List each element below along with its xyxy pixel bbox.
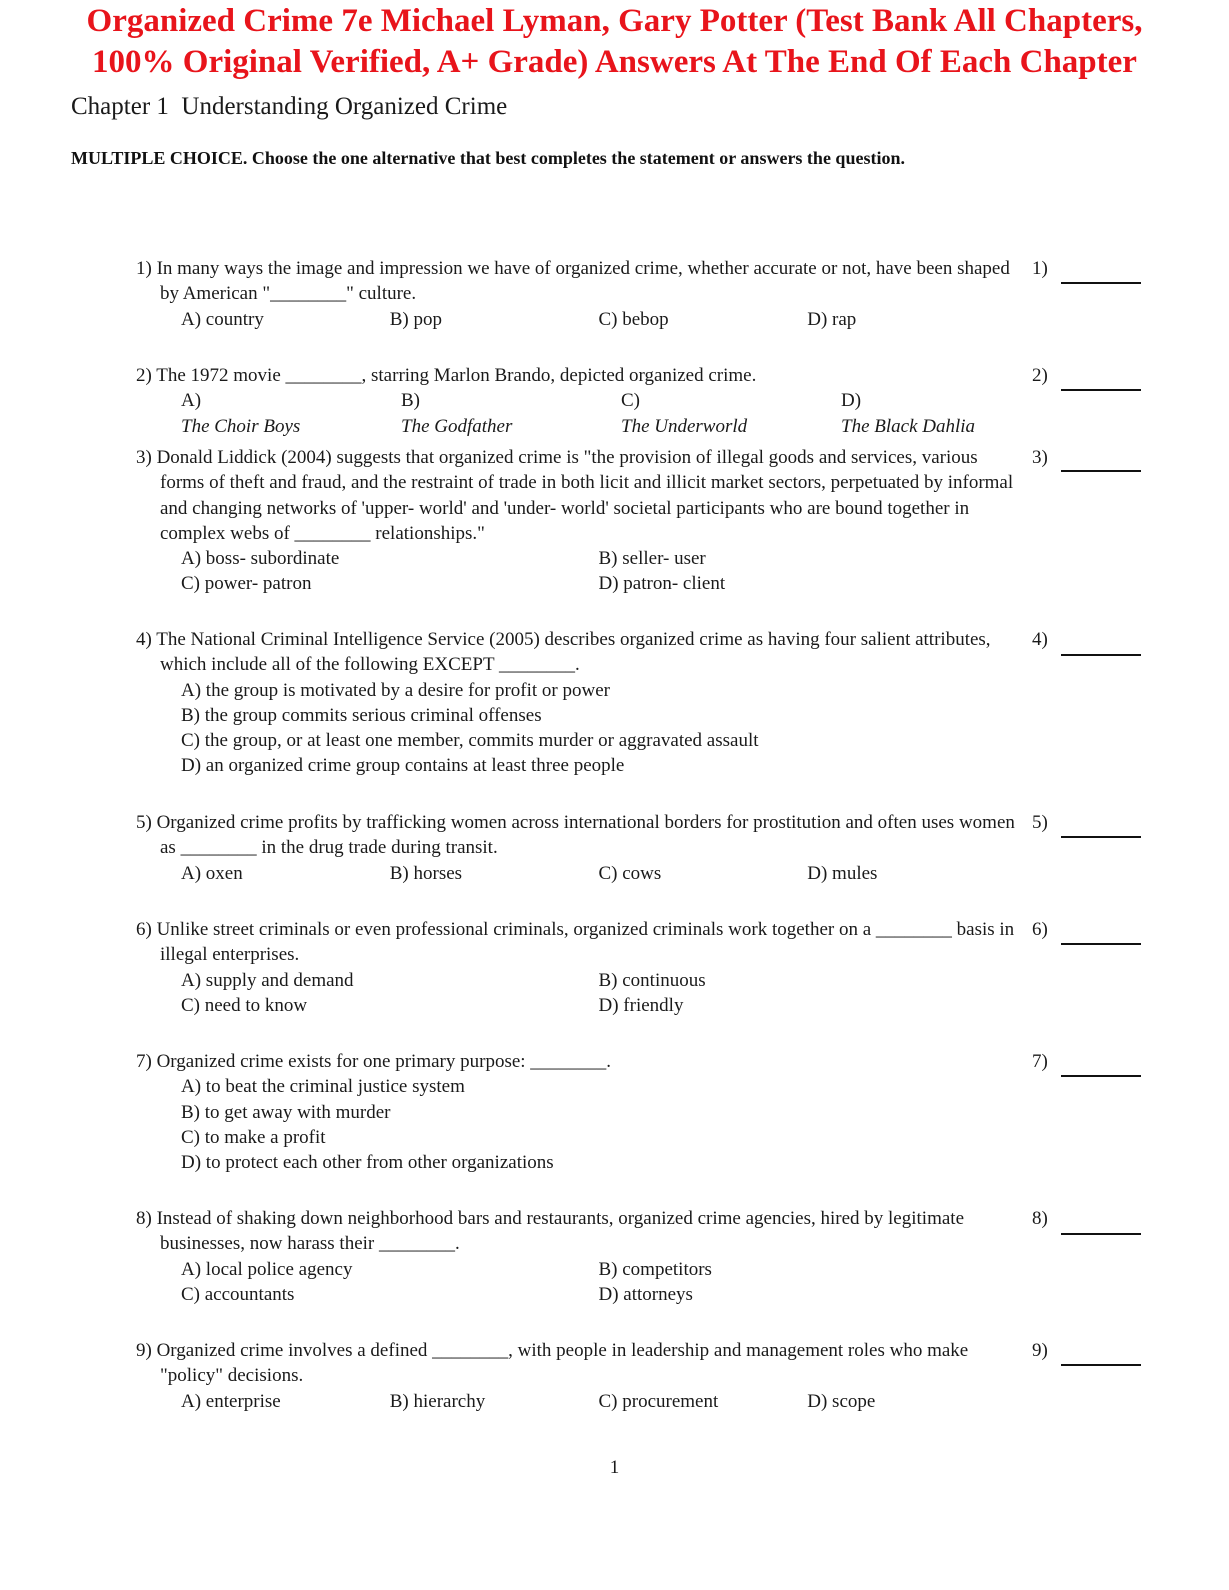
options-row (181, 993, 1016, 1018)
option-a: A)The Choir Boys (181, 390, 301, 437)
header-banner (0, 1, 1229, 83)
option-d: D) to protect each other from other organizations (181, 1152, 554, 1174)
options-column (181, 678, 1016, 779)
options-row (181, 968, 1016, 993)
answer-number-5: 5) (1032, 812, 1048, 833)
question-7 (136, 1049, 1016, 1175)
option-c: C) to make a profit (181, 1126, 326, 1148)
answer-blank-2[interactable] (1061, 389, 1141, 391)
section-instructions: MULTIPLE CHOICE. Choose the one alternative that best completes the statement or answers the question. (71, 148, 905, 168)
option-a: A) boss- subordinate (181, 548, 340, 570)
answer-blank-3[interactable] (1061, 470, 1141, 472)
answer-blank-4[interactable] (1061, 654, 1141, 656)
answer-blank-9[interactable] (1061, 1364, 1141, 1366)
question-2 (136, 363, 1016, 439)
options-row (181, 1389, 1016, 1414)
option-d: D) rap (807, 308, 857, 330)
option-c: C) need to know (181, 994, 308, 1016)
option-c: C) the group, or at least one member, commits murder or aggravated assault (181, 730, 759, 752)
question-6 (136, 917, 1016, 1018)
option-b: B) continuous (598, 969, 706, 991)
options-row (181, 1257, 1016, 1282)
option-d: D) mules (807, 862, 878, 884)
option-c: C) bebop (598, 308, 669, 330)
question-9 (136, 1338, 1016, 1414)
question-stem: 5) Organized crime profits by trafficking women across international borders for prostitution and often uses women as ________ in the drug trade during transit. (136, 812, 1015, 859)
option-c: C)The Underworld (621, 390, 748, 437)
question-stem: 8) Instead of shaking down neighborhood bars and restaurants, organized crime agencies, hired by legitimate businesses, now harass their ________. (136, 1208, 965, 1255)
option-d: D) attorneys (598, 1283, 693, 1305)
option-d: D)The Black Dahlia (841, 390, 976, 437)
option-a: A) local police agency (181, 1258, 353, 1280)
options-row (181, 307, 1016, 332)
question-3 (136, 445, 1016, 597)
answer-blank-5[interactable] (1061, 836, 1141, 838)
option-d: D) scope (807, 1390, 876, 1412)
option-a: A) to beat the criminal justice system (181, 1076, 465, 1098)
question-stem: 3) Donald Liddick (2004) suggests that organized crime is "the provision of illegal goods and services, various forms of theft and fraud, and the restraint of trade in both licit and illicit market sectors, perpetuated by informal and changing networks of 'upper- world' and 'under- world' societal participants who are bound together in complex webs of ________ relationships." (136, 447, 1014, 544)
question-stem: 2) The 1972 movie ________, starring Marlon Brando, depicted organized crime. (136, 365, 757, 386)
question-stem: 7) Organized crime exists for one primary purpose: ________. (136, 1051, 612, 1072)
answer-blank-6[interactable] (1061, 943, 1141, 945)
question-stem: 9) Organized crime involves a defined ________, with people in leadership and management roles who make "policy" decisions. (136, 1340, 969, 1387)
option-b: B) hierarchy (389, 1390, 486, 1412)
question-4 (136, 627, 1016, 779)
answer-number-3: 3) (1032, 447, 1048, 468)
option-b: B) seller- user (598, 548, 706, 570)
answer-number-7: 7) (1032, 1051, 1048, 1072)
option-a: A) oxen (181, 862, 243, 884)
answer-number-1: 1) (1032, 258, 1048, 279)
answer-number-2: 2) (1032, 365, 1048, 386)
option-a: A) enterprise (181, 1390, 281, 1412)
option-c: C) procurement (598, 1390, 719, 1412)
options-row (181, 546, 1016, 571)
option-b: B) horses (389, 862, 463, 884)
answer-blank-1[interactable] (1061, 282, 1141, 284)
option-b: B) the group commits serious criminal offenses (181, 704, 542, 726)
question-stem: 6) Unlike street criminals or even professional criminals, organized criminals work together on a ________ basis in illegal enterprises. (136, 919, 1015, 966)
question-8 (136, 1206, 1016, 1307)
banner-line-2: 100% Original Verified, A+ Grade) Answers At The End Of Each Chapter (92, 44, 1137, 80)
chapter-title: Chapter 1 Understanding Organized Crime (71, 93, 508, 120)
options-row (181, 861, 1016, 886)
option-b: B) to get away with murder (181, 1101, 391, 1123)
options-column (181, 1074, 1016, 1175)
answer-number-9: 9) (1032, 1340, 1048, 1361)
question-stem: 4) The National Criminal Intelligence Service (2005) describes organized crime as having four salient attributes, which include all of the following EXCEPT ________. (136, 629, 991, 676)
option-a: A) country (181, 308, 264, 330)
answer-blank-7[interactable] (1061, 1075, 1141, 1077)
options-row (181, 571, 1016, 596)
option-d: D) patron- client (598, 573, 726, 595)
answer-number-4: 4) (1032, 629, 1048, 650)
answer-number-8: 8) (1032, 1208, 1048, 1229)
option-d: D) an organized crime group contains at least three people (181, 755, 625, 777)
option-b: B) competitors (598, 1258, 712, 1280)
question-stem: 1) In many ways the image and impression we have of organized crime, whether accurate or not, have been shaped by American "________" culture. (136, 258, 1010, 305)
banner-line-1: Organized Crime 7e Michael Lyman, Gary Potter (Test Bank All Chapters, (86, 3, 1143, 39)
option-d: D) friendly (598, 994, 684, 1016)
question-1 (136, 256, 1016, 332)
option-a: A) supply and demand (181, 969, 354, 991)
answer-blank-8[interactable] (1061, 1233, 1141, 1235)
option-a: A) the group is motivated by a desire for profit or power (181, 679, 610, 701)
question-5 (136, 810, 1016, 886)
options-row (181, 388, 1016, 439)
page-number: 1 (609, 1457, 620, 1478)
option-c: C) accountants (181, 1283, 295, 1305)
options-row (181, 1282, 1016, 1307)
option-c: C) power- patron (181, 573, 312, 595)
option-b: B) pop (389, 308, 442, 330)
option-c: C) cows (598, 862, 662, 884)
answer-number-6: 6) (1032, 919, 1048, 940)
option-b: B)The Godfather (401, 390, 513, 437)
